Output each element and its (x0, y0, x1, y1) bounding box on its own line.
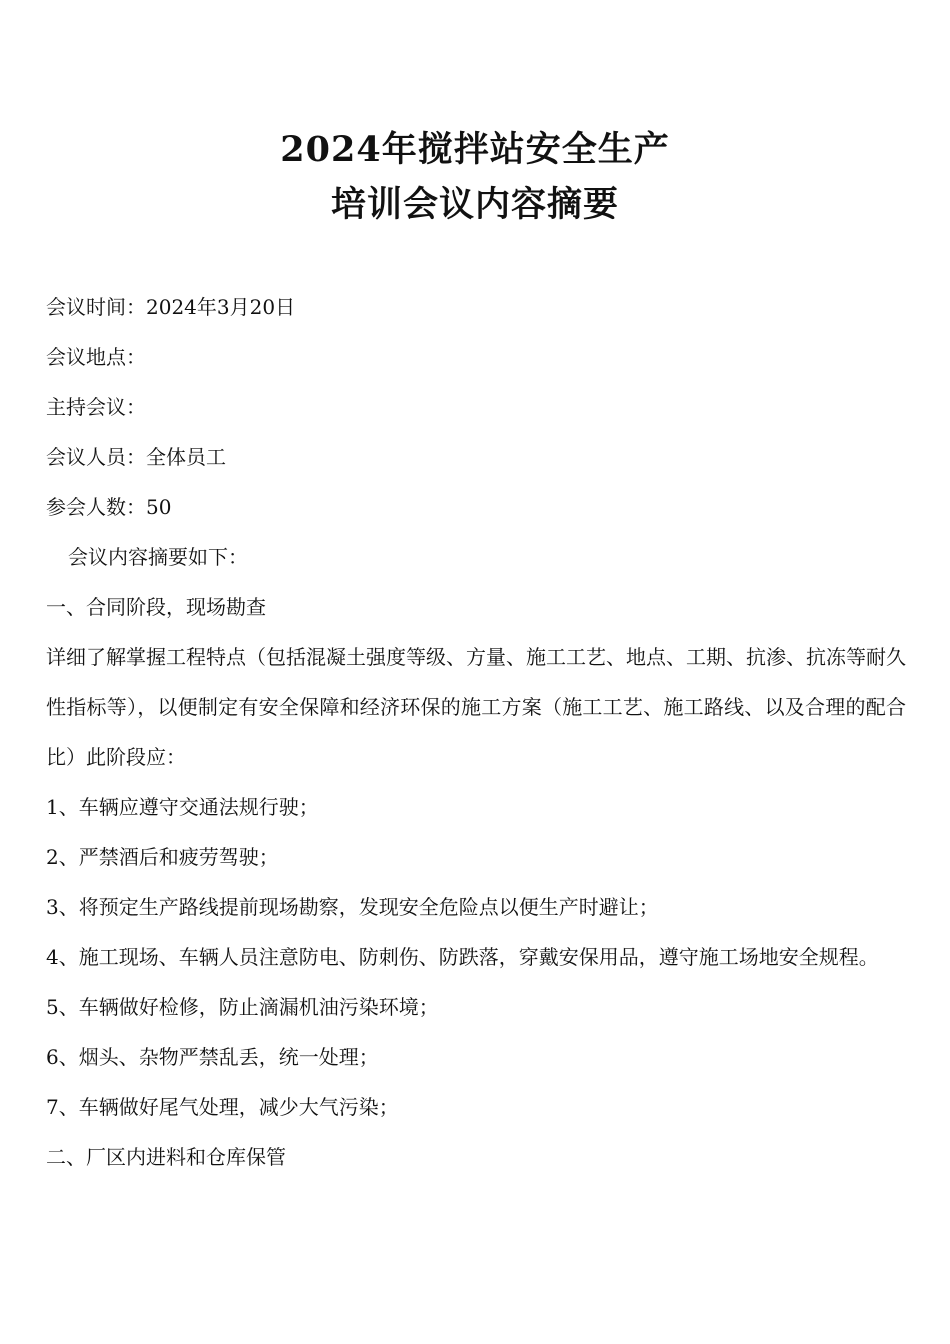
meta-value: 50 (146, 495, 172, 519)
meta-label: 会议地点： (46, 345, 146, 369)
summary-intro: 会议内容摘要如下： (68, 545, 248, 569)
meta-meeting-attendees (46, 432, 906, 482)
list-item: 1、车辆应遵守交通法规行驶； (46, 795, 319, 819)
meta-meeting-time (46, 282, 906, 332)
meta-label: 会议人员： (46, 445, 146, 469)
list-item: 3、将预定生产路线提前现场勘察，发现安全危险点以便生产时避让； (46, 895, 659, 919)
meta-label: 参会人数： (46, 495, 146, 519)
list-item: 7、车辆做好尾气处理，减少大气污染； (46, 1095, 399, 1119)
list-item: 2、严禁酒后和疲劳驾驶； (46, 845, 279, 869)
list-item: 5、车辆做好检修，防止滴漏机油污染环境； (46, 995, 439, 1019)
meta-value: 全体员工 (146, 445, 226, 469)
meta-label: 主持会议： (46, 395, 146, 419)
meta-value: 2024年3月20日 (146, 295, 296, 319)
list-item: 4、施工现场、车辆人员注意防电、防刺伤、防跌落，穿戴安保用品，遵守施工场地安全规程。 (46, 945, 879, 969)
meta-meeting-host (46, 382, 906, 432)
section-1-heading: 一、合同阶段，现场勘查 (46, 595, 266, 619)
document-body (46, 282, 906, 1182)
list-item: 6、烟头、杂物严禁乱丢，统一处理； (46, 1045, 379, 1069)
meta-label: 会议时间： (46, 295, 146, 319)
document-title-line-2: 培训会议内容摘要 (330, 184, 619, 225)
meta-meeting-location (46, 332, 906, 382)
document-title-line-1: 2024年搅拌站安全生产 (280, 129, 670, 170)
section-1-description: 详细了解掌握工程特点（包括混凝土强度等级、方量、施工工艺、地点、工期、抗渗、抗冻等耐久性指标等），以便制定有安全保障和经济环保的施工方案（施工工艺、施工路线、以及合理的配合比）此阶段应： (46, 645, 906, 769)
meta-attendee-count (46, 482, 906, 532)
section-2-heading: 二、厂区内进料和仓库保管 (46, 1145, 286, 1169)
